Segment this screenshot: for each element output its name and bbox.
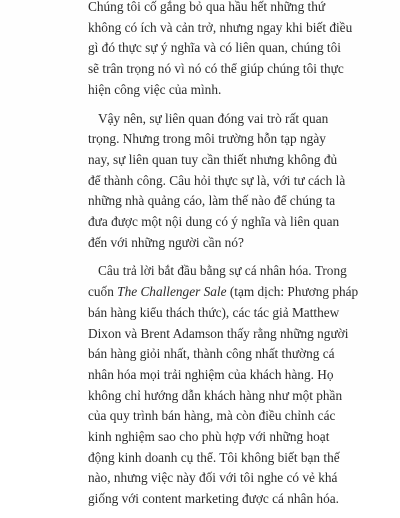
text-line: trọng. Nhưng trong môi trường hỗn tạp ngày [88, 131, 326, 147]
text-line: gì đó thực sự ý nghĩa và có liên quan, chúng tôi [88, 40, 341, 56]
text-line: bán hàng kiểu thách thức), các tác giả Matthew [88, 304, 340, 320]
text-line: nhân hóa mọi trải nghiệm của khách hàng. Họ [88, 366, 334, 382]
text-fragment: (tạm dịch: Phương pháp [226, 284, 359, 300]
text-line: Chúng tôi cố gắng bỏ qua hầu hết những thứ [88, 0, 326, 14]
text-line: để thành công. Câu hỏi thực sự là, với tư cách là [88, 172, 346, 188]
text-line: hiện công việc của mình. [88, 81, 222, 97]
text-line: Dixon và Brent Adamson thấy rằng những người [88, 325, 349, 341]
text-line: Vậy nên, sự liên quan đóng vai trò rất quan [98, 110, 329, 126]
text-line: đưa được một nội dung có ý nghĩa và liên quan [88, 214, 340, 230]
paragraph-1 [88, 0, 353, 101]
text-line: đến với những người cần nó? [88, 234, 244, 250]
text-line: kinh nghiệm sao cho phù hợp với những hoạt [88, 429, 330, 445]
text-line: nào, nhưng việc này đối với tôi nghe có vẻ khá [88, 470, 338, 486]
body-text [88, 0, 359, 518]
paragraph-3 [88, 261, 359, 509]
text-line: Câu trả lời bắt đầu bằng sự cá nhân hóa. Trong [98, 263, 347, 279]
text-line: nay, sự liên quan tuy cần thiết nhưng không đủ [88, 151, 338, 167]
paragraph-2 [88, 109, 346, 254]
text-line: không có ích và cản trở, nhưng ngay khi biết điều [88, 19, 353, 35]
text-line: những nhà quảng cáo, làm thế nào để chúng ta [88, 193, 336, 209]
book-title: The Challenger Sale [117, 284, 227, 300]
text-line: sẽ trân trọng nó vì nó có thể giúp chúng tôi thực [88, 61, 344, 77]
text-line: bán hàng giỏi nhất, thành công nhất thường cá [88, 346, 335, 362]
text-line: của quy trình bán hàng, mà còn điều chỉnh các [88, 408, 336, 424]
text-line [88, 282, 359, 303]
text-line: giống với content marketing được cá nhân hóa. [88, 491, 339, 507]
text-line: động kinh doanh cụ thể. Tôi không biết bạn thế [88, 449, 340, 465]
text-line: không chỉ hướng dẫn khách hàng như một phần [88, 387, 343, 403]
text-fragment: cuốn [88, 284, 118, 300]
